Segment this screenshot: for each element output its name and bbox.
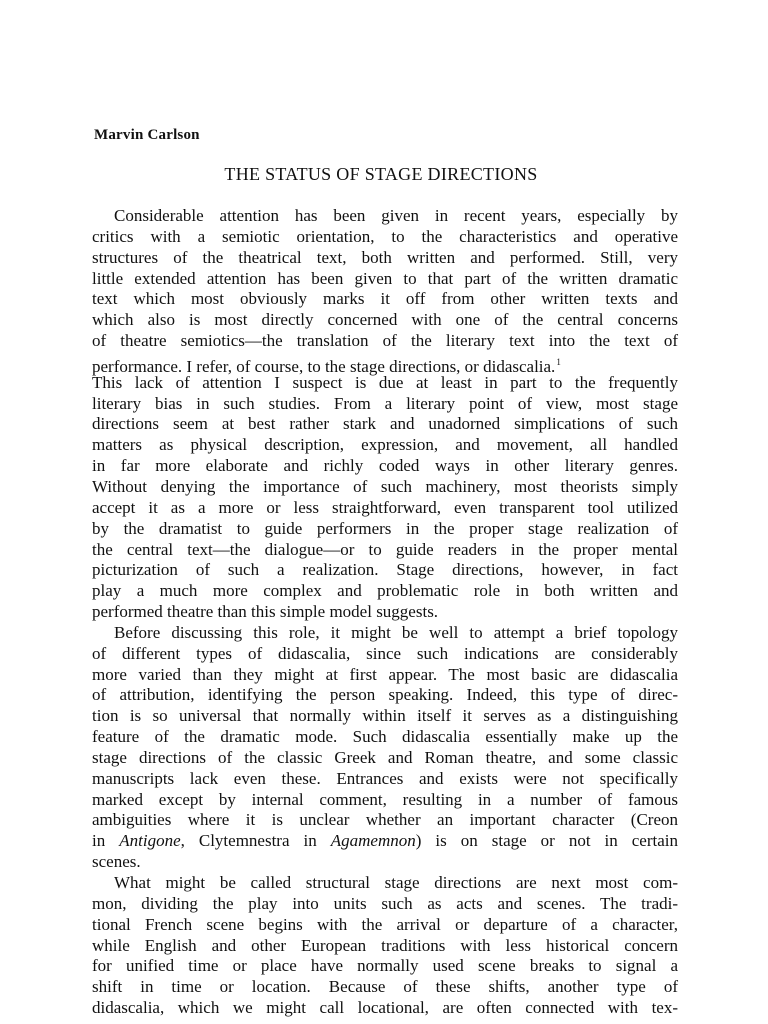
text-line: little extended attention has been given to that part of the written dramatic	[92, 268, 678, 288]
author-name: Marvin Carlson	[94, 127, 200, 143]
text-line: directions seem at best rather stark and unadorned simplications of such	[92, 414, 678, 434]
text-line: didascalia, which we might call locational, are often connected with tex-	[92, 998, 678, 1018]
text-line: Considerable attention has been given in recent years, especially by	[114, 206, 678, 225]
text-line: text which most obviously marks it off from other written texts and	[92, 289, 678, 309]
text-line: What might be called structural stage directions are next most com-	[114, 873, 678, 892]
text-line: of attribution, identifying the person speaking. Indeed, this type of direc-	[92, 685, 678, 705]
text-line: of theatre semiotics—the translation of the literary text into the text of	[92, 331, 678, 351]
text-line: by the dramatist to guide performers in the proper stage realization of	[92, 518, 678, 538]
text-line: marked except by internal comment, resulting in a number of famous	[92, 789, 678, 809]
text-line: mon, dividing the play into units such as acts and scenes. The tradi-	[92, 893, 678, 913]
text-line: picturization of such a realization. Stage directions, however, in fact	[92, 560, 678, 580]
text-fragment: , Clytemnestra in	[180, 831, 331, 851]
text-line: literary bias in such studies. From a literary point of view, most stage	[92, 393, 678, 413]
text-line: manuscripts lack even these. Entrances and exists were not specifically	[92, 768, 678, 788]
text-line: while English and other European traditions with less historical concern	[92, 935, 678, 955]
text-line: shift in time or location. Because of these shifts, another type of	[92, 977, 678, 997]
text-line: critics with a semiotic orientation, to the characteristics and operative	[92, 226, 678, 246]
text-line: tional French scene begins with the arrival or departure of a character,	[92, 914, 678, 934]
text-line: Before discussing this role, it might be well to attempt a brief topology	[114, 622, 678, 642]
text-line: Without denying the importance of such machinery, most theorists simply	[92, 476, 678, 496]
text-line: in far more elaborate and richly coded ways in other literary genres.	[92, 456, 678, 476]
text-line: stage directions of the classic Greek and Roman theatre, and some classic	[92, 747, 678, 767]
article-body	[92, 206, 678, 1019]
text-line: matters as physical description, expression, and movement, all handled	[92, 435, 678, 455]
article-title: THE STATUS OF STAGE DIRECTIONS	[224, 164, 538, 184]
text-line: the central text—the dialogue—or to guide readers in the proper mental	[92, 539, 678, 559]
text-line: for unified time or place have normally used scene breaks to signal a	[92, 956, 678, 976]
text-line: ambiguities where it is unclear whether an important character (Creon	[92, 810, 678, 830]
text-line	[92, 352, 678, 376]
footnote-marker: 1	[556, 356, 561, 367]
text-line: feature of the dramatic mode. Such didascalia essentially make up the	[92, 727, 678, 747]
work-title-antigone: Antigone	[119, 831, 181, 851]
work-title-agamemnon: Agamemnon	[330, 831, 416, 851]
text-line: more varied than they might at first appear. The most basic are didascalia	[92, 664, 678, 684]
text-line-content: performance. I refer, of course, to the stage directions, or didascalia.	[92, 356, 556, 376]
text-line	[92, 831, 678, 852]
text-line: which also is most directly concerned with one of the central concerns	[92, 310, 678, 330]
text-fragment: in	[92, 831, 120, 851]
text-line: scenes.	[92, 852, 141, 872]
text-line: play a much more complex and problematic role in both written and	[92, 581, 678, 601]
text-line: This lack of attention I suspect is due at least in part to the frequently	[92, 372, 678, 392]
text-fragment: ) is on stage or not in certain	[415, 831, 679, 851]
text-line: structures of the theatrical text, both written and performed. Still, very	[92, 247, 678, 267]
text-line: tion is so universal that normally within itself it serves as a distinguishing	[92, 706, 678, 726]
text-line: performed theatre than this simple model suggests.	[92, 602, 439, 622]
text-line: of different types of didascalia, since such indications are considerably	[92, 643, 678, 663]
text-line: accept it as a more or less straightforward, even transparent tool utilized	[92, 497, 678, 517]
